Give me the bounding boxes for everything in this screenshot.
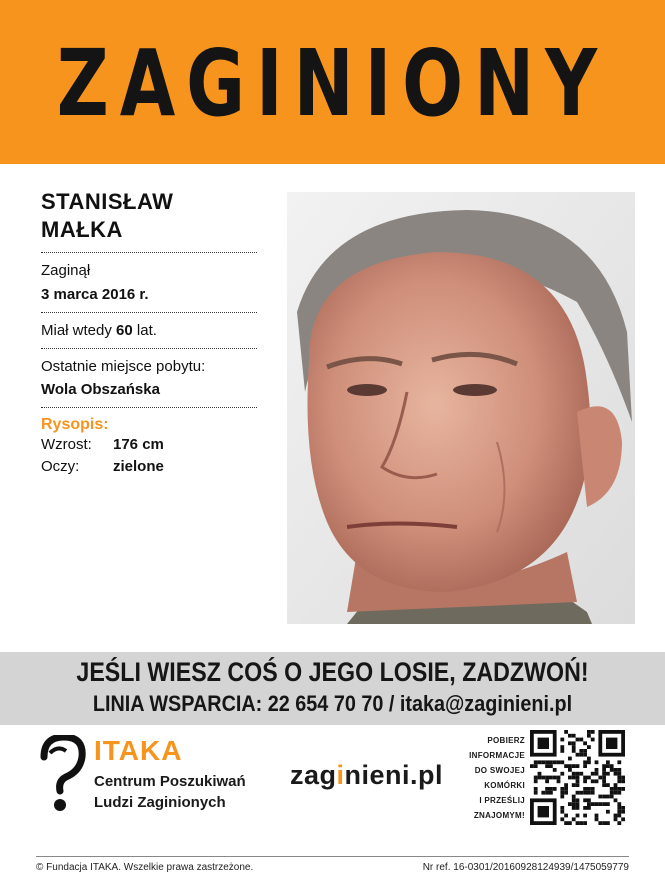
footer-divider — [36, 856, 629, 857]
qr-prompt — [455, 733, 525, 823]
itaka-subtitle — [94, 771, 246, 813]
qr-prompt-line: KOMÓRKI — [484, 781, 525, 790]
page-title: ZAGINIONY — [56, 29, 609, 137]
itaka-subtitle-line2: Ludzi Zaginionych — [94, 794, 226, 811]
last-place-value: Wola Obszańska — [41, 381, 160, 398]
qr-prompt-line: ZNAJOMYM! — [473, 811, 525, 820]
description-block — [41, 408, 257, 478]
age-prefix: Miał wtedy — [41, 322, 112, 339]
missing-date: 3 marca 2016 r. — [41, 286, 149, 303]
call-to-action-band — [0, 652, 665, 725]
missing-label: Zaginął — [41, 262, 91, 279]
itaka-logo — [36, 735, 276, 815]
qr-prompt-line: POBIERZ — [487, 736, 525, 745]
person-last-name: MAŁKA — [41, 217, 123, 242]
age-suffix: lat. — [136, 322, 157, 339]
description-heading: Rysopis: — [41, 416, 109, 433]
site-part-3: nieni.pl — [344, 760, 444, 790]
qr-prompt-line: INFORMACJE — [469, 751, 525, 760]
height-row — [41, 434, 257, 456]
eyes-row — [41, 456, 257, 478]
zaginieni-logo — [290, 760, 443, 791]
person-info — [41, 188, 257, 478]
eyes-label: Oczy: — [41, 458, 80, 475]
support-line: LINIA WSPARCIA: 22 654 70 70 / itaka@zaginieni.pl — [92, 691, 573, 716]
age-value: 60 — [116, 322, 133, 339]
qr-code-icon — [530, 730, 625, 825]
age-block — [41, 313, 257, 340]
person-first-name: STANISŁAW — [41, 189, 174, 214]
height-value: 176 cm — [113, 436, 164, 453]
reference-number: Nr ref. 16-0301/20160928124939/1475059779 — [422, 862, 629, 873]
site-part-2: i — [336, 760, 345, 790]
portrait-image — [287, 192, 635, 624]
site-part-1: zag — [290, 760, 337, 790]
height-label: Wzrost: — [41, 436, 92, 453]
copyright: © Fundacja ITAKA. Wszelkie prawa zastrzeżone. — [36, 862, 254, 873]
call-to-action: JEŚLI WIESZ COŚ O JEGO LOSIE, ZADZWOŃ! — [76, 657, 589, 687]
itaka-subtitle-line1: Centrum Poszukiwań — [94, 773, 246, 790]
header-banner — [0, 0, 665, 164]
missing-date-block — [41, 253, 257, 304]
qr-prompt-line: DO SWOJEJ — [474, 766, 525, 775]
last-place-block — [41, 349, 257, 399]
qr-code[interactable] — [530, 730, 625, 830]
question-head-icon — [36, 735, 88, 815]
last-place-label: Ostatnie miejsce pobytu: — [41, 358, 206, 375]
itaka-wordmark: ITAKA — [94, 735, 183, 766]
qr-prompt-line: I PRZEŚLIJ — [479, 796, 525, 805]
person-photo — [287, 192, 635, 624]
eyes-value: zielone — [113, 458, 164, 475]
